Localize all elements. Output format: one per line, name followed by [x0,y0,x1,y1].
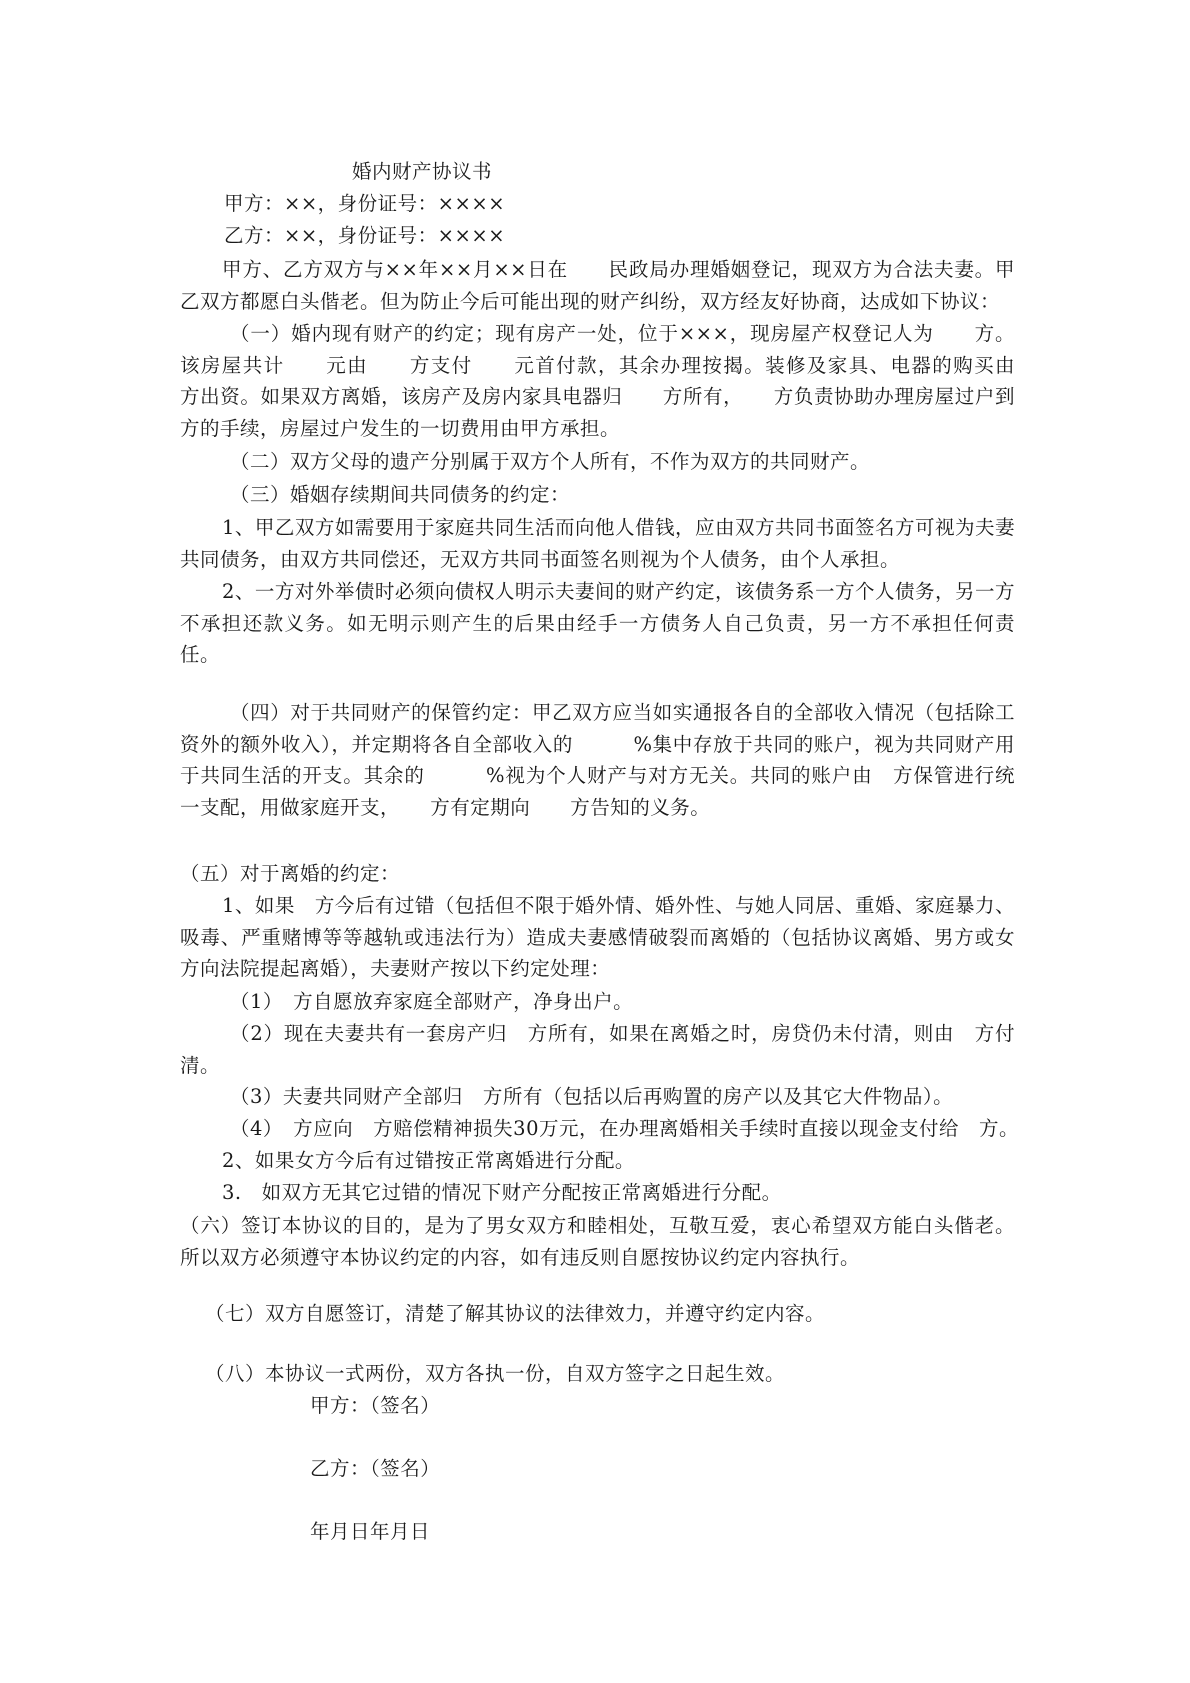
date-line: 年月日年月日 [310,1520,431,1543]
section-6-paragraph: （六）签订本协议的目的，是为了男女双方和睦相处，互敬互爱，衷心希望双方能白头偕老。所以双方必须遵守本协议约定的内容，如有违反则自愿按协议约定内容执行。 [180,1214,1015,1269]
section-5-sub-4: （4） 方应向 方赔偿精神损失30万元，在办理离婚相关手续时直接以现金支付给 方。 [230,1117,1019,1140]
section-1-paragraph: （一）婚内现有财产的约定；现有房产一处，位于×××，现房屋产权登记人为 方。该房屋共计 元由 方支付 元首付款，其余办理按揭。装修及家具、电器的购买由 方出资。如果双方离婚，该房产及房内家具电器归 方所有， 方负责协助办理房屋过户到 方的手续，房屋过户发生的一切费用由甲方承担。 [180,322,1056,440]
section-3-item-2: 2、一方对外举债时必须向债权人明示夫妻间的财产约定，该债务系一方个人债务，另一方不承担还款义务。如无明示则产生的后果由经手一方债务人自己负责，另一方不承担任何责任。 [180,580,1015,666]
section-7-paragraph: （七）双方自愿签订，清楚了解其协议的法律效力，并遵守约定内容。 [205,1302,826,1325]
party-a-line: 甲方：××，身份证号：×××× [224,192,506,215]
section-5-sub-1: （1） 方自愿放弃家庭全部财产，净身出户。 [230,990,634,1013]
section-5-item-2: 2、如果女方今后有过错按正常离婚进行分配。 [222,1149,635,1172]
intro-paragraph: 甲方、乙方双方与××年××月××日在 民政局办理婚姻登记，现双方为合法夫妻。甲乙双方都愿白头偕老。但为防止今后可能出现的财产纠纷，双方经友好协商，达成如下协议： [180,258,1015,313]
section-5-item-3: 3. 如双方无其它过错的情况下财产分配按正常离婚进行分配。 [222,1181,782,1204]
signature-party-a: 甲方：（签名） [310,1394,441,1417]
party-b-line: 乙方：××，身份证号：×××× [224,224,506,247]
section-2-paragraph: （二）双方父母的遗产分别属于双方个人所有，不作为双方的共同财产。 [230,450,871,473]
section-3-item-1: 1、甲乙双方如需要用于家庭共同生活而向他人借钱，应由双方共同书面签名方可视为夫妻共同债务，由双方共同偿还，无双方共同书面签名则视为个人债务，由个人承担。 [180,516,1015,571]
document-title: 婚内财产协议书 [352,160,493,183]
section-5-heading: （五）对于离婚的约定： [180,862,401,885]
section-5-sub-2: （2）现在夫妻共有一套房产归 方所有，如果在离婚之时，房贷仍未付清，则由 方付清。 [180,1022,1015,1077]
section-3-heading: （三）婚姻存续期间共同债务的约定： [230,483,571,506]
section-5-sub-3: （3）夫妻共同财产全部归 方所有（包括以后再购置的房产以及其它大件物品）。 [230,1085,954,1108]
section-8-paragraph: （八）本协议一式两份，双方各执一份，自双方签字之日起生效。 [205,1362,786,1385]
section-4-paragraph: （四）对于共同财产的保管约定：甲乙双方应当如实通报各自的全部收入情况（包括除工资外的额外收入），并定期将各自全部收入的 %集中存放于共同的账户，视为共同财产用于共同生活的开支。其余的 %视为个人财产与对方无关。共同的账户由 方保管进行统一支配，用做家庭开支， 方有定期向 方告知的义务。 [180,701,1015,819]
section-5-item-1: 1、如果 方今后有过错（包括但不限于婚外情、婚外性、与她人同居、重婚、家庭暴力、吸毒、严重赌博等等越轨或违法行为）造成夫妻感情破裂而离婚的（包括协议离婚、男方或女方向法院提起离婚），夫妻财产按以下约定处理： [180,894,1015,980]
signature-party-b: 乙方：（签名） [310,1457,441,1480]
